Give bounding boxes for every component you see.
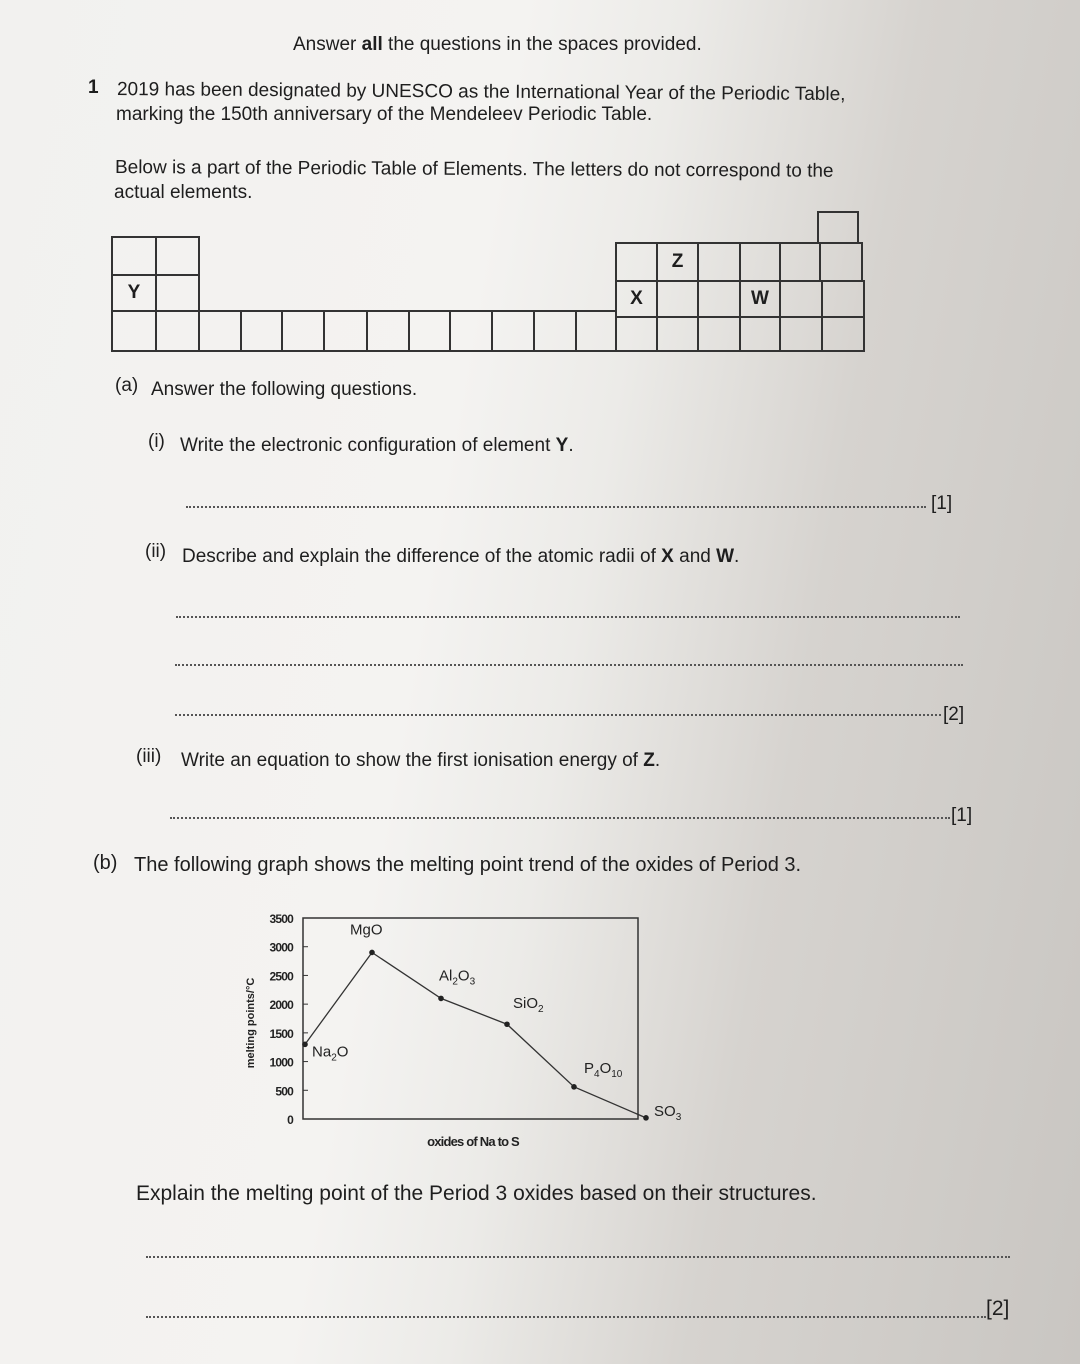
- pt-cell: [656, 316, 699, 352]
- y-tick-label: 3500: [269, 912, 293, 926]
- instruction-text-end: the questions in the spaces provided.: [382, 34, 702, 55]
- part-b-label: (b): [93, 852, 118, 874]
- answer-line-a-ii-2[interactable]: [175, 664, 963, 666]
- marks-a-ii: [2]: [943, 704, 965, 725]
- point-label: SiO$_2$: [513, 995, 544, 1016]
- pt-cell: [739, 242, 781, 282]
- y-tick-label: 3000: [269, 940, 293, 955]
- q1-line2: marking the 150th anniversary of the Mendeleev Periodic Table.: [116, 104, 653, 125]
- pt-cell: [656, 280, 699, 318]
- y-tick-label: 2000: [269, 998, 293, 1013]
- point-label: $P_4O_{10}$: [584, 1059, 623, 1080]
- pt-cell-w: [739, 280, 781, 318]
- marks-b: [2]: [986, 1297, 1010, 1320]
- data-point: [369, 950, 375, 956]
- answer-line-b-2[interactable]: [146, 1316, 986, 1318]
- y-tick-label: 500: [275, 1084, 293, 1099]
- pt-cell: [533, 310, 577, 352]
- data-point: [504, 1021, 510, 1027]
- pt-cell: [155, 236, 200, 276]
- pt-cell: [697, 242, 741, 282]
- label-z: Z: [671, 251, 684, 272]
- pt-cell: [111, 310, 157, 352]
- label-y: Y: [127, 282, 141, 303]
- part-b-question: Explain the melting point of the Period 3 oxides based on their structures.: [136, 1182, 817, 1205]
- pt-cell: [408, 310, 451, 352]
- part-a-i-num: (i): [148, 431, 165, 452]
- answer-line-b-1[interactable]: [146, 1256, 1010, 1258]
- pt-cell: [697, 280, 741, 318]
- pt-cell: [155, 310, 200, 352]
- x-axis-label: oxides of Na to S: [427, 1134, 519, 1149]
- q1-intro2: actual elements.: [114, 182, 253, 203]
- i-end: .: [568, 435, 574, 456]
- q1-intro1: Below is a part of the Periodic Table of Elements. The letters do not correspond to the: [114, 157, 834, 182]
- iii-bold: Z: [643, 750, 655, 771]
- pt-cell: [697, 316, 741, 352]
- y-axis-label: melting points/°C: [245, 977, 257, 1069]
- pt-cell: [240, 310, 283, 352]
- part-a-label: (a): [115, 375, 139, 396]
- pt-cell: [449, 310, 493, 352]
- answer-line-a-ii-3[interactable]: [175, 714, 941, 716]
- part-a-ii-text: [182, 545, 739, 569]
- label-x: X: [630, 288, 643, 309]
- marks-a-iii: [1]: [951, 805, 973, 826]
- pt-cell: [198, 310, 242, 352]
- pt-cell: [779, 316, 823, 352]
- pt-cell: [491, 310, 535, 352]
- series-line: [305, 952, 646, 1117]
- ii-bold-x: X: [661, 546, 674, 567]
- part-a-iii-text: [181, 749, 660, 773]
- instructions: [293, 33, 702, 57]
- melting-point-chart: [230, 905, 690, 1155]
- pt-cell: [366, 310, 410, 352]
- part-a-iii-num: (iii): [136, 746, 162, 767]
- iii-text: Write an equation to show the first ionisation energy of: [181, 750, 644, 771]
- part-a-i-text: [180, 434, 574, 458]
- part-a-ii-num: (ii): [145, 541, 167, 562]
- y-tick-label: 2500: [269, 969, 293, 984]
- pt-cell: [575, 310, 617, 352]
- answer-line-a-ii-1[interactable]: [176, 616, 960, 618]
- i-bold: Y: [555, 435, 569, 456]
- q1-line1: 2019 has been designated by UNESCO as the International Year of the Periodic Table,: [116, 79, 846, 106]
- marks-a-i: [1]: [931, 493, 953, 514]
- instruction-bold: all: [361, 34, 383, 55]
- pt-cell: [779, 242, 821, 282]
- part-a-text: Answer the following questions.: [151, 379, 418, 400]
- pt-cell: [615, 242, 658, 282]
- answer-line-a-iii[interactable]: [170, 817, 950, 819]
- y-tick-label: 1000: [269, 1055, 293, 1070]
- pt-cell: [819, 242, 863, 282]
- point-label: $Na_2O$: [312, 1043, 349, 1064]
- pt-cell-z: [656, 242, 699, 282]
- pt-cell-x: [615, 280, 658, 318]
- pt-cell: [111, 236, 157, 276]
- data-point: [302, 1042, 308, 1048]
- label-w: W: [751, 288, 769, 309]
- pt-cell-y: [111, 274, 157, 312]
- chart-frame: [303, 918, 638, 1119]
- part-b-text: The following graph shows the melting point trend of the oxides of Period 3.: [134, 854, 802, 876]
- pt-cell: [281, 310, 325, 352]
- ii-end: .: [734, 546, 740, 567]
- ii-text: Describe and explain the difference of the atomic radii of: [182, 546, 662, 567]
- y-tick-label: 1500: [269, 1026, 293, 1041]
- i-text: Write the electronic configuration of element: [180, 435, 556, 456]
- data-point: [438, 996, 444, 1002]
- pt-cell: [323, 310, 368, 352]
- data-point: [643, 1115, 649, 1121]
- pt-cell: [821, 316, 865, 352]
- instruction-text: Answer: [293, 34, 362, 55]
- answer-line-a-i[interactable]: [186, 506, 926, 508]
- point-label: MgO: [350, 921, 383, 939]
- pt-cell: [817, 211, 859, 244]
- iii-end: .: [654, 750, 661, 771]
- ii-bold-w: W: [716, 546, 735, 567]
- data-point: [571, 1084, 577, 1090]
- ii-mid: and: [673, 546, 717, 567]
- y-tick-label: 0: [287, 1113, 293, 1127]
- pt-cell: [155, 274, 200, 312]
- pt-cell: [779, 280, 823, 318]
- question-number: 1: [88, 77, 99, 98]
- pt-cell: [739, 316, 781, 352]
- pt-cell: [821, 280, 865, 318]
- point-label: $Al_2O_3$: [439, 967, 476, 988]
- point-label: $SO_3$: [654, 1102, 682, 1123]
- pt-cell: [615, 316, 658, 352]
